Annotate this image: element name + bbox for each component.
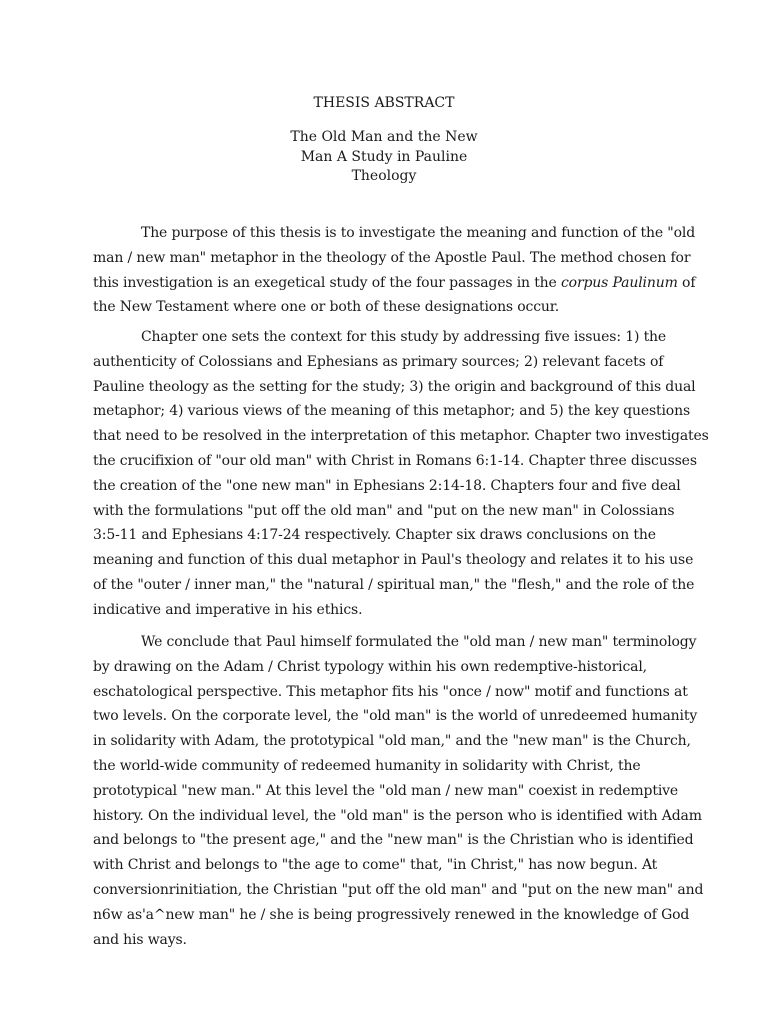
paragraph-line [93,271,696,296]
paragraph-chapters [93,325,709,623]
thesis-title-line: Theology [351,168,417,184]
paragraph-line: and his ways. [93,931,187,948]
paragraph-line: the crucifixion of "our old man" with Christ in Romans 6:1-14. Chapter three discusses [93,452,697,469]
paragraph-line: that need to be resolved in the interpretation of this metaphor. Chapter two investigates [93,428,709,445]
paragraph-line: conversionrinitiation, the Christian "put off the old man" and "put on the new man" and [93,881,704,898]
paragraph-line: two levels. On the corporate level, the "old man" is the world of unredeemed humanity [93,708,698,725]
paragraph-line: authenticity of Colossians and Ephesians as primary sources; 2) relevant facets of [93,353,664,370]
paragraph-line: Chapter one sets the context for this study by addressing five issues: 1) the [141,329,667,345]
thesis-title-line: Man A Study in Pauline [300,148,468,165]
paragraph-line-text: of [677,274,696,291]
thesis-title-line: The Old Man and the New [290,129,478,145]
thesis-title [0,128,768,187]
paragraph-line: and belongs to "the present age," and the "new man" is the Christian who is identified [93,832,694,849]
paragraph-line: by drawing on the Adam / Christ typology within his own redemptive-historical, [93,658,647,675]
paragraph-line: in solidarity with Adam, the prototypical "old man," and the "new man" is the Church, [93,733,691,750]
paragraph-line: the world-wide community of redeemed humanity in solidarity with Christ, the [93,757,641,774]
paragraph-line: of the "outer / inner man," the "natural / spiritual man," the "flesh," and the role of the [93,576,695,593]
paragraph-line: prototypical "new man." At this level the "old man / new man" coexist in redemptive [93,782,679,799]
paragraph-line: the creation of the "one new man" in Ephesians 2:14-18. Chapters four and five deal [93,477,681,494]
paragraph-line: with Christ and belongs to "the age to come" that, "in Christ," has now begun. At [93,857,658,874]
paragraph-purpose [93,221,696,320]
paragraph-line: The purpose of this thesis is to investigate the meaning and function of the "old [141,225,696,241]
paragraph-line: history. On the individual level, the "old man" is the person who is identified with Adam [93,807,702,824]
paragraph-line: eschatological perspective. This metaphor fits his "once / now" motif and functions at [93,683,688,700]
paragraph-line: Pauline theology as the setting for the study; 3) the origin and background of this dual [93,378,696,395]
paragraph-line: We conclude that Paul himself formulated the "old man / new man" terminology [141,634,697,650]
paragraph-conclusion [93,630,704,952]
paragraph-line: 3:5-11 and Ephesians 4:17-24 respectively. Chapter six draws conclusions on the [93,527,656,544]
paragraph-line: the New Testament where one or both of these designations occur. [93,299,560,316]
paragraph-line: n6w as'a^new man" he / she is being progressively renewed in the knowledge of God [93,906,690,923]
italic-phrase: corpus Paulinum [560,274,678,291]
paragraph-line: indicative and imperative in his ethics. [93,601,363,618]
paragraph-line: meaning and function of this dual metaphor in Paul's theology and relates it to his use [93,552,694,569]
paragraph-line-text: this investigation is an exegetical study of the four passages in the [93,274,561,291]
paragraph-line: metaphor; 4) various views of the meaning of this metaphor; and 5) the key questions [93,403,690,420]
document-heading: THESIS ABSTRACT [313,95,455,111]
paragraph-line: man / new man" metaphor in the theology of the Apostle Paul. The method chosen for [93,249,691,266]
paragraph-line: with the formulations "put off the old man" and "put on the new man" in Colossians [93,502,675,519]
